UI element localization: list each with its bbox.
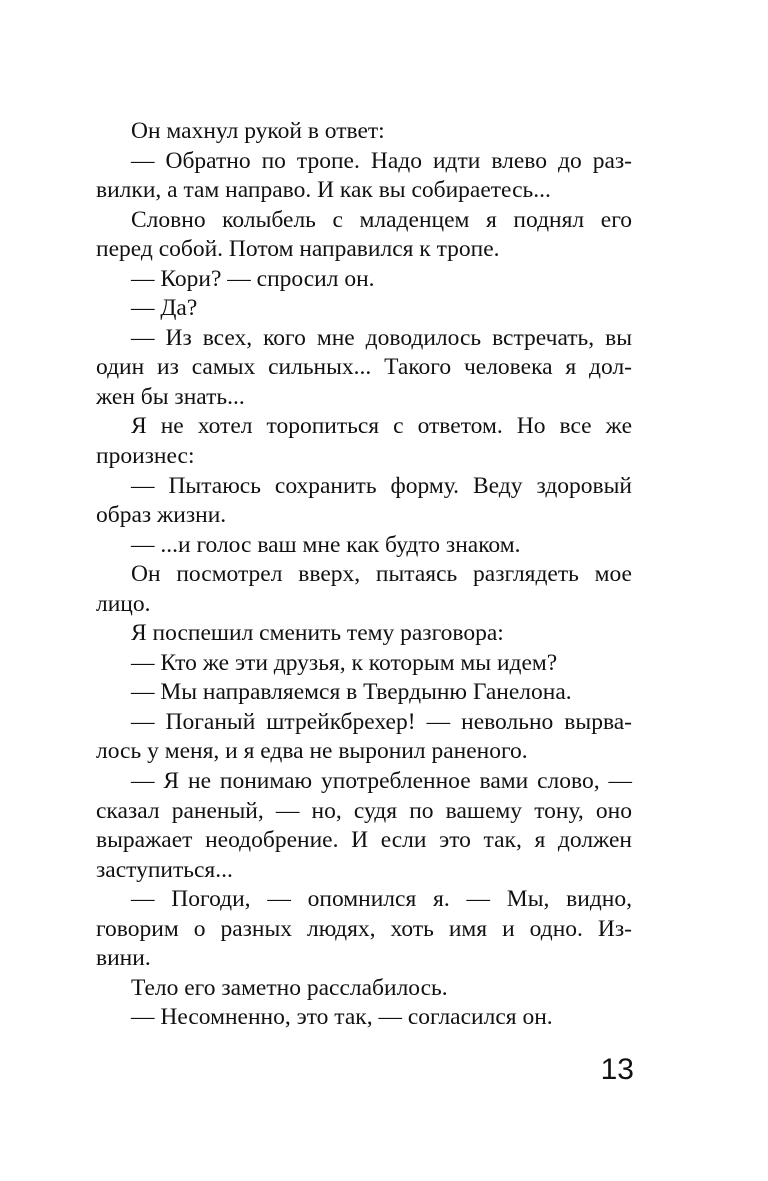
text-line: — Пытаюсь сохранить форму. Веду здоровый	[131, 472, 632, 499]
text-line: — Мы направляемся в Твердыню Ганелона.	[131, 679, 572, 706]
text-line: лицо.	[96, 590, 151, 617]
text-line: вини.	[96, 945, 151, 972]
text-line: лось у меня, и я едва не выронил раненого.	[96, 738, 528, 765]
text-line: один из самых сильных... Такого человека я дол-	[96, 354, 632, 381]
body-text	[96, 117, 632, 1033]
text-line: Я не хотел торопиться с ответом. Но все же	[131, 413, 632, 440]
text-line: говорим о разных людях, хоть имя и одно. Из-	[96, 915, 632, 942]
text-line: заступиться...	[96, 856, 233, 883]
text-line: — ...и голос ваш мне как будто знаком.	[131, 531, 521, 558]
text-line: произнес:	[96, 443, 195, 470]
text-line: Тело его заметно расслабилось.	[131, 974, 448, 1001]
text-line: — Из всех, кого мне доводилось встречать, вы	[131, 324, 632, 351]
text-line: — Кори? — спросил он.	[131, 265, 375, 292]
text-line: — Несомненно, это так, — согласился он.	[131, 1004, 553, 1031]
text-line: вилки, а там направо. И как вы собираетесь...	[96, 177, 551, 204]
text-line: — Поганый штрейкбрехер! — невольно вырва-	[131, 708, 632, 735]
text-line: Он посмотрел вверх, пытаясь разглядеть мое	[131, 561, 632, 588]
text-line: образ жизни.	[96, 502, 227, 529]
text-line: — Погоди, — опомнился я. — Мы, видно,	[131, 886, 632, 913]
text-line: сказал раненый, — но, судя по вашему тону, оно	[96, 797, 632, 824]
text-line: Я поспешил сменить тему разговора:	[131, 620, 504, 647]
text-line: — Я не понимаю употребленное вами слово, —	[131, 768, 632, 795]
text-line: Словно колыбель с младенцем я поднял его	[131, 206, 632, 233]
text-line: — Да?	[131, 295, 198, 322]
page-number: 13	[600, 1053, 634, 1086]
text-line: — Обратно по тропе. Надо идти влево до раз-	[131, 147, 632, 174]
text-line: Он махнул рукой в ответ:	[131, 118, 385, 144]
text-line: перед собой. Потом направился к тропе.	[96, 236, 500, 263]
text-line: выражает неодобрение. И если это так, я должен	[96, 827, 632, 854]
text-line: — Кто же эти друзья, к которым мы идем?	[131, 649, 558, 676]
text-line: жен бы знать...	[96, 383, 245, 410]
